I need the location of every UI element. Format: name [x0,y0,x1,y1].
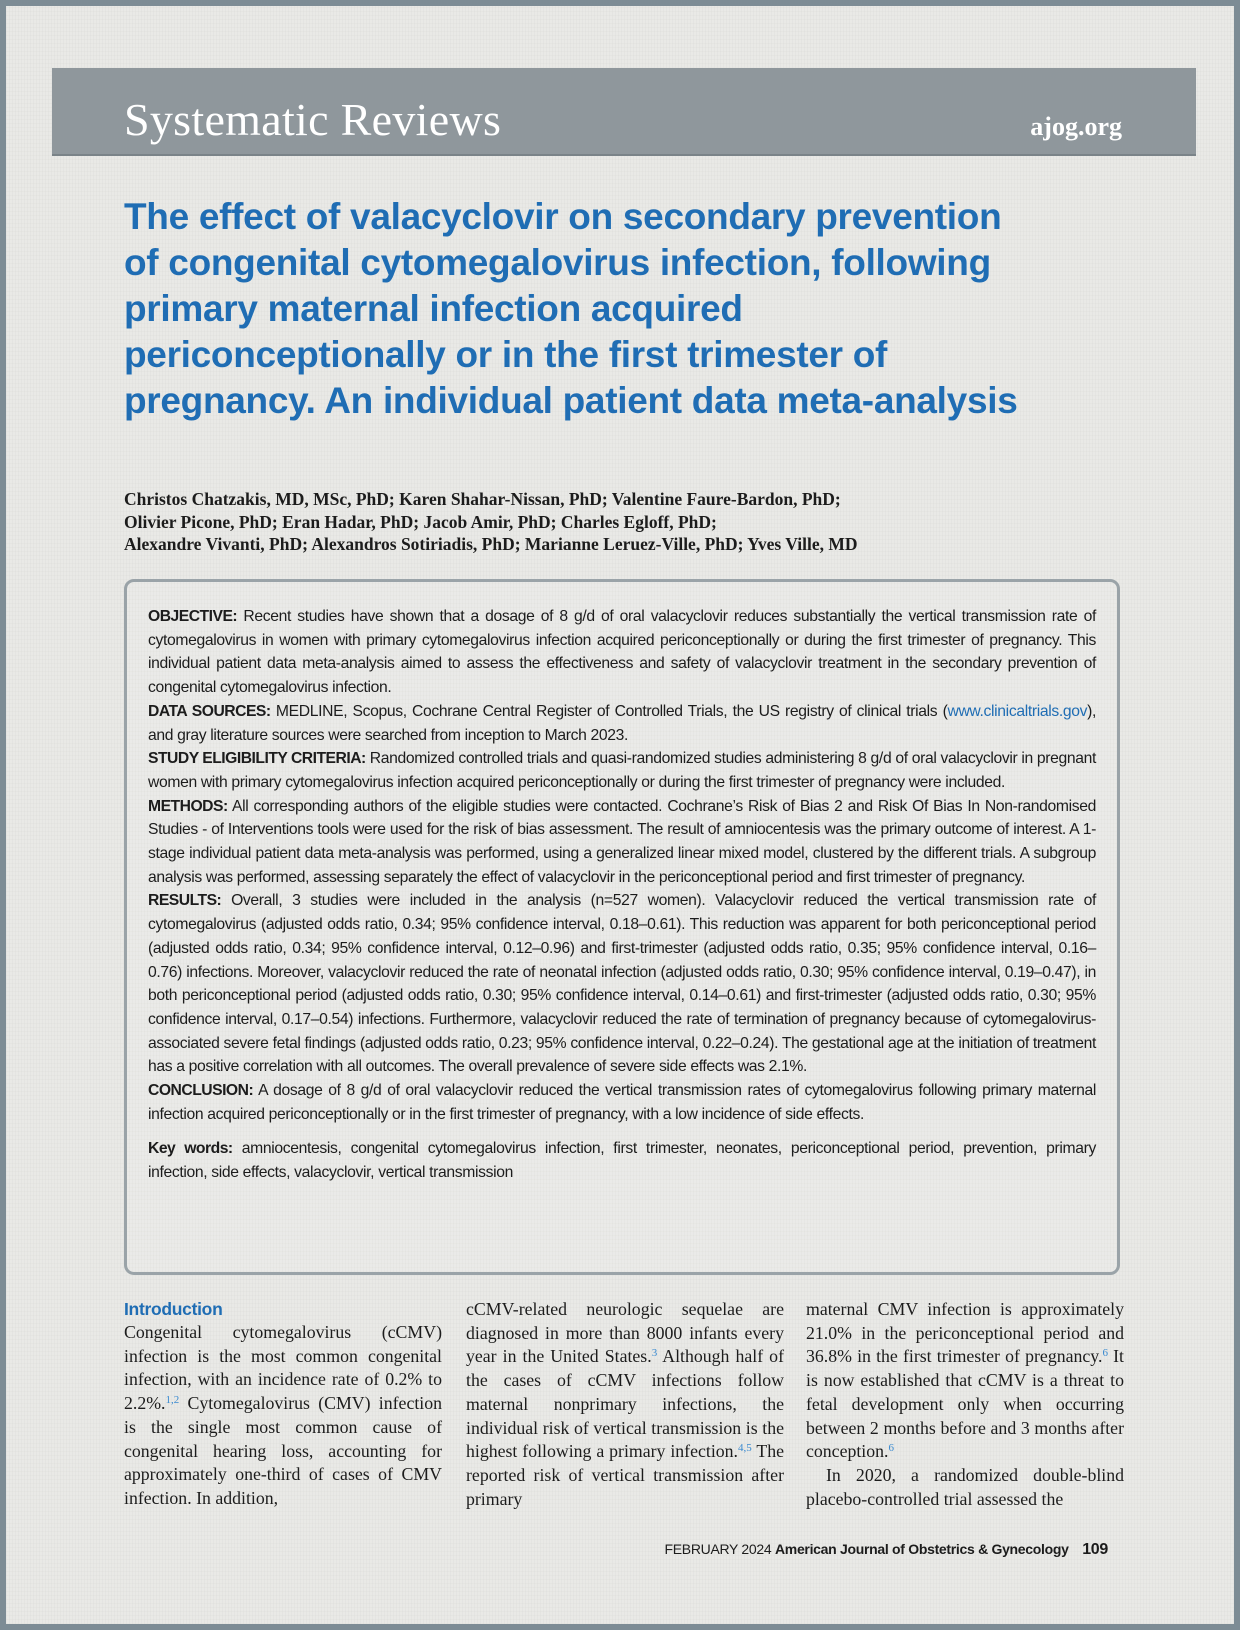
clinicaltrials-link[interactable]: www.clinicaltrials.gov [947,702,1088,720]
section-title: Systematic Reviews [124,94,502,145]
intro-text-4a: The reported risk of vertical transmission after primary [466,1441,784,1509]
body-column-3 [806,1298,1124,1511]
citation-ref[interactable]: 3 [651,1347,658,1360]
abstract-results [148,889,1096,1079]
citation-ref[interactable]: 6 [888,1442,894,1455]
results-label: RESULTS: [148,892,222,910]
objective-text: Recent studies have shown that a dosage of 8 g/d of oral valacyclovir reduces substantially the vertical transmission rate of cytomegalovirus in women with primary cytomegalovirus infection acquired periconceptionally or during the first trimester of pregnancy. This individual patient data meta-analysis aimed to assess the effectiveness and safety of valacyclovir treatment in the secondary prevention of congenital cytomegalovirus infection. [148,608,1096,697]
keywords-text: amniocentesis, congenital cytomegalovirus infection, first trimester, neonates, periconceptional period, prevention, primary infection, side effects, valacyclovir, vertical transmission [148,1140,1096,1182]
body-column-1-text [124,1321,442,1511]
intro-paragraph-2: In 2020, a randomized double-blind placebo-controlled trial assessed the [806,1464,1124,1509]
eligibility-text: Randomized controlled trials and quasi-randomized studies administering 8 g/d of oral valacyclovir in pregnant women with primary cytomegalovirus infection acquired periconceptionally or during the first trimester of pregnancy were included. [148,750,1097,791]
data-sources-text-end: ), and gray literature sources were searched from inception to March 2023. [148,702,1096,744]
intro-paragraph-part-3 [806,1298,1124,1464]
intro-text-2a: Cytomegalovirus (CMV) infection is the single most common cause of congenital hearing loss, accounting for approximately one-third of cases of CMV infection. In addition, [124,1393,442,1508]
author-line: Christos Chatzakis, MD, MSc, PhD; Karen Shahar-Nissan, PhD; Valentine Faure-Bardon, PhD; [124,489,841,509]
intro-text-1: Congenital cytomegalovirus (cCMV) infection is the most common congenital infection, with an incidence rate of 0.2% to 2.2%. [124,1322,442,1414]
page-footer [665,1541,1108,1559]
section-heading-introduction: Introduction [124,1299,223,1319]
body-column-2 [466,1298,784,1511]
page-number: 109 [1082,1541,1108,1558]
author-list [124,488,1004,556]
citation-ref[interactable]: 1,2 [165,1394,180,1407]
citation-ref[interactable]: 4,5 [738,1442,752,1455]
abstract-methods [148,795,1096,890]
issue-date: FEBRUARY 2024 [664,1541,772,1557]
author-line: Olivier Picone, PhD; Eran Hadar, PhD; Jacob Amir, PhD; Charles Egloff, PhD; [124,511,717,532]
author-line: Alexandre Vivanti, PhD; Alexandros Sotiriadis, PhD; Marianne Leruez-Ville, PhD; Yves Ville, MD [124,534,858,554]
intro-text-4b: maternal CMV infection is approximately 21.0% in the periconceptional period and 36.8% in the first trimester of pregnancy. [806,1299,1124,1367]
abstract [148,605,1096,1185]
journal-site: ajog.org [1030,112,1122,141]
intro-text-2b: cCMV-related neurologic sequelae are diagnosed in more than 8000 infants every year in the United States. [466,1299,784,1367]
abstract-keywords [148,1137,1096,1184]
eligibility-label: STUDY ELIGIBILITY CRITERIA: [148,750,366,768]
conclusion-label: CONCLUSION: [148,1082,254,1100]
abstract-box [124,579,1120,1275]
abstract-eligibility [148,747,1096,794]
section-banner [52,68,1196,156]
journal-name: American Journal of Obstetrics & Gynecology [774,1541,1069,1557]
intro-paragraph-part-2 [466,1298,784,1511]
keywords-label: Key words: [148,1140,233,1158]
abstract-objective [148,605,1096,700]
conclusion-text: A dosage of 8 g/d of oral valacyclovir reduced the vertical transmission rates of cytomegalovirus following primary maternal infection acquired periconceptionally or in the first trimester of pregnancy, with a low incidence of side effects. [148,1082,1096,1123]
results-text: Overall, 3 studies were included in the analysis (n=527 women). Valacyclovir reduced the vertical transmission rate of cytomegalovirus (adjusted odds ratio, 0.34; 95% confidence interval, 0.18–0.61). This reduction was apparent for both periconceptional period (adjusted odds ratio, 0.34; 95% confidence interval, 0.12–0.96) and first-trimester (adjusted odds ratio, 0.35; 95% confidence interval, 0.16–0.76) infections. Moreover, valacyclovir reduced the rate of neonatal infection (adjusted odds ratio, 0.30; 95% confidence interval, 0.19–0.47), in both periconceptional period (adjusted odds ratio, 0.30; 95% confidence interval, 0.14–0.61) and first-trimester (adjusted odds ratio, 0.30; 95% confidence interval, 0.17–0.54) infections. Furthermore, valacyclovir reduced the rate of termination of pregnancy because of cytomegalovirus-associated severe fetal findings (adjusted odds ratio, 0.23; 95% confidence interval, 0.22–0.24). The gestational age at the initiation of treatment has a positive correlation with all outcomes. The overall prevalence of severe side effects was 2.1%. [148,892,1096,1076]
data-sources-text: MEDLINE, Scopus, Cochrane Central Register of Controlled Trials, the US registry of clinical trials ( [270,702,948,720]
abstract-data-sources [148,700,1096,747]
body-column-1 [124,1298,442,1321]
methods-text: All corresponding authors of the eligible studies were contacted. Cochrane’s Risk of Bias 2 and Risk Of Bias In Non-randomised Studies - of Interventions tools were used for the risk of bias assessment. The result of amniocentesis was the primary outcome of interest. A 1-stage individual patient data meta-analysis was performed, using a generalized linear mixed model, clustered by the different trials. A subgroup analysis was performed, assessing separately the effect of valacyclovir in the periconceptional period and first trimester of pregnancy. [148,797,1096,886]
intro-text-5: It is now established that cCMV is a threat to fetal development only when occurring between 2 months before and 3 months after conception. [806,1346,1124,1462]
methods-label: METHODS: [148,797,228,815]
abstract-conclusion [148,1079,1096,1126]
journal-page [6,6,1234,1624]
data-sources-label: DATA SOURCES: [148,702,271,720]
citation-ref[interactable]: 6 [1102,1347,1108,1360]
intro-text-3: Although half of the cases of cCMV infections follow maternal nonprimary infections, the individual risk of vertical transmission is the highest following a primary infection. [466,1346,784,1462]
article-title: The effect of valacyclovir on secondary prevention of congenital cytomegalovirus infection, following primary maternal infection acquired periconceptionally or in the first trimester of pregnancy. An individual patient data meta-analysis [124,196,1018,421]
intro-paragraph-part-1 [124,1321,442,1511]
objective-label: OBJECTIVE: [148,608,238,625]
